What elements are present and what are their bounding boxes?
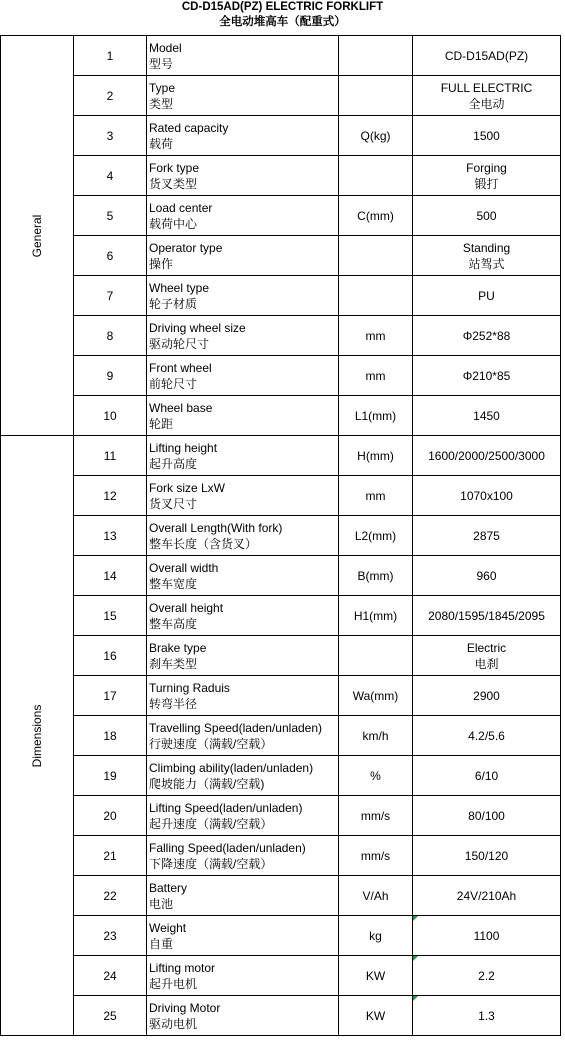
table-row [1,596,561,636]
parameter-value-text: 1070x100 [460,488,513,503]
parameter-value-text-zh: 全电动 [468,96,505,111]
parameter-name-zh: 整车宽度 [149,576,198,591]
parameter-unit: H1(mm) [339,596,413,636]
parameter-name [147,676,339,716]
table-row [1,196,561,236]
parameter-unit [339,156,413,196]
parameter-name-en: Turning Raduis [149,680,230,695]
parameter-name-en: Lifting motor [149,960,216,975]
row-number: 24 [74,956,147,996]
parameter-name [147,636,339,676]
parameter-name-en: Wheel type [149,280,210,295]
parameter-value [413,316,561,356]
parameter-name-zh: 起升速度（满载/空载） [149,816,273,831]
parameter-value [413,876,561,916]
parameter-name-en: Overall height [149,600,224,615]
parameter-value-text: 6/10 [474,768,499,783]
parameter-name-en: Wheel base [149,400,213,415]
parameter-name [147,796,339,836]
table-row [1,76,561,116]
table-row [1,116,561,156]
parameter-value [413,476,561,516]
parameter-name-zh: 驱动电机 [149,1016,198,1031]
parameter-unit: KW [339,956,413,996]
parameter-unit: L2(mm) [339,516,413,556]
parameter-unit: H(mm) [339,436,413,476]
parameter-value [413,916,561,956]
table-row [1,276,561,316]
row-number: 17 [74,676,147,716]
parameter-unit: km/h [339,716,413,756]
table-row [1,836,561,876]
parameter-name-zh: 载荷 [149,136,174,151]
parameter-name-zh: 爬坡能力（满载/空载) [149,776,265,791]
spec-table [0,35,561,1036]
parameter-value [413,76,561,116]
parameter-unit: mm/s [339,836,413,876]
parameter-name-en: Overall width [149,560,219,575]
parameter-unit: Wa(mm) [339,676,413,716]
table-row [1,476,561,516]
parameter-name-en: Driving wheel size [149,320,246,335]
parameter-unit: KW [339,996,413,1036]
table-row [1,516,561,556]
parameter-value-text: 24V/210Ah [456,888,517,903]
parameter-value [413,276,561,316]
table-row [1,636,561,676]
parameter-name [147,116,339,156]
parameter-value-text: 1500 [473,128,500,143]
row-number: 23 [74,916,147,956]
row-number: 16 [74,636,147,676]
parameter-name-en: Front wheel [149,360,212,375]
parameter-name-en: Fork type [149,160,200,175]
table-row [1,236,561,276]
table-row [1,956,561,996]
row-number: 4 [74,156,147,196]
parameter-unit: mm [339,316,413,356]
parameter-name-en: Operator type [149,240,223,255]
table-row [1,756,561,796]
parameter-name [147,436,339,476]
table-row [1,796,561,836]
parameter-name-zh: 货叉尺寸 [149,496,198,511]
parameter-value-text: 960 [476,568,497,583]
table-row [1,996,561,1036]
cell-marker-icon [413,996,418,1001]
parameter-value-text: 500 [476,208,497,223]
parameter-value-text: FULL ELECTRIC [440,80,533,95]
parameter-name-zh: 货叉类型 [149,176,198,191]
parameter-value-text: 150/120 [464,848,509,863]
parameter-unit: V/Ah [339,876,413,916]
parameter-name [147,316,339,356]
parameter-name-zh: 刹车类型 [149,656,198,671]
parameter-value [413,716,561,756]
parameter-value-text: Φ252*88 [462,328,511,343]
parameter-name-en: Fork size LxW [149,480,226,495]
row-number: 3 [74,116,147,156]
parameter-name-en: Weight [149,920,187,935]
parameter-value-text: 2080/1595/1845/2095 [428,608,545,623]
parameter-unit: mm [339,476,413,516]
row-number: 13 [74,516,147,556]
parameter-value-text: 80/100 [468,808,505,823]
row-number: 22 [74,876,147,916]
table-row [1,716,561,756]
parameter-value [413,356,561,396]
group-cell [1,436,74,1036]
parameter-name [147,276,339,316]
parameter-name-zh: 行驶速度（满载/空载） [149,736,273,751]
parameter-name [147,76,339,116]
table-row [1,436,561,476]
sheet-title [0,0,565,34]
parameter-value [413,436,561,476]
title-english: CD-D15AD(PZ) ELECTRIC FORKLIFT [181,1,384,13]
parameter-unit: % [339,756,413,796]
parameter-value-text: 2900 [473,688,500,703]
parameter-name-en: Model [149,40,182,55]
row-number: 12 [74,476,147,516]
parameter-name-en: Load center [149,200,213,215]
parameter-name-zh: 型号 [149,56,174,71]
group-label: Dimensions [30,704,44,767]
parameter-name-zh: 整车高度 [149,616,198,631]
table-row [1,156,561,196]
parameter-name-en: Lifting height [149,440,218,455]
table-row [1,396,561,436]
parameter-value-text: CD-D15AD(PZ) [444,48,529,63]
parameter-name-en: Rated capacity [149,120,229,135]
table-row [1,316,561,356]
parameter-name [147,356,339,396]
row-number: 25 [74,996,147,1036]
parameter-name [147,476,339,516]
row-number: 11 [74,436,147,476]
row-number: 19 [74,756,147,796]
row-number: 21 [74,836,147,876]
parameter-name-zh: 转弯半径 [149,696,198,711]
row-number: 15 [74,596,147,636]
parameter-value-text: 1450 [473,408,500,423]
parameter-unit: L1(mm) [339,396,413,436]
parameter-value [413,236,561,276]
parameter-name [147,916,339,956]
parameter-name-en: Falling Speed(laden/unladen) [149,840,306,855]
title-chinese: 全电动堆高车（配重式） [219,16,346,28]
parameter-name [147,956,339,996]
row-number: 20 [74,796,147,836]
table-row [1,676,561,716]
parameter-name-en: Battery [149,880,188,895]
parameter-unit [339,236,413,276]
row-number: 10 [74,396,147,436]
parameter-value-text: Standing [462,240,511,255]
parameter-value [413,636,561,676]
parameter-name-zh: 自重 [149,936,174,951]
parameter-name-zh: 前轮尺寸 [149,376,198,391]
parameter-value [413,156,561,196]
parameter-name-en: Brake type [149,640,207,655]
parameter-value-text: Electric [466,640,507,655]
parameter-name [147,516,339,556]
group-cell [1,36,74,436]
parameter-name [147,36,339,76]
parameter-value-text: PU [478,288,495,303]
parameter-name [147,236,339,276]
parameter-name-en: Travelling Speed(laden/unladen) [149,720,323,735]
parameter-name-zh: 操作 [149,256,174,271]
parameter-name-zh: 电池 [149,896,174,911]
parameter-unit: C(mm) [339,196,413,236]
parameter-unit [339,36,413,76]
row-number: 9 [74,356,147,396]
parameter-name-en: Climbing ability(laden/unladen) [149,760,314,775]
parameter-name-en: Lifting Speed(laden/unladen) [149,800,303,815]
row-number: 6 [74,236,147,276]
parameter-value-text: 1100 [473,928,500,943]
parameter-value-text-zh: 电刹 [474,656,499,671]
parameter-value [413,196,561,236]
parameter-name-en: Driving Motor [149,1000,221,1015]
parameter-name-zh: 轮距 [149,416,174,431]
parameter-value [413,596,561,636]
parameter-value-text: Φ210*85 [462,368,511,383]
parameter-unit: mm [339,356,413,396]
parameter-value [413,516,561,556]
parameter-name [147,996,339,1036]
parameter-value [413,836,561,876]
parameter-name-zh: 载荷中心 [149,216,198,231]
parameter-name [147,836,339,876]
cell-marker-icon [413,956,418,961]
parameter-value [413,396,561,436]
parameter-value [413,996,561,1036]
parameter-name [147,196,339,236]
parameter-name-zh: 整车长度（含货叉） [149,536,258,551]
parameter-value-text: 1.3 [478,1008,495,1023]
row-number: 1 [74,36,147,76]
table-row [1,916,561,956]
table-row [1,36,561,76]
parameter-value-text-zh: 站驾式 [468,256,505,271]
parameter-name [147,596,339,636]
parameter-value [413,956,561,996]
parameter-value-text: 1600/2000/2500/3000 [428,448,545,463]
parameter-name [147,396,339,436]
parameter-name-zh: 下降速度（满载/空载） [149,856,273,871]
parameter-name [147,716,339,756]
row-number: 5 [74,196,147,236]
parameter-name-zh: 起升电机 [149,976,198,991]
parameter-name [147,156,339,196]
parameter-name [147,556,339,596]
parameter-unit: Q(kg) [339,116,413,156]
parameter-name-en: Overall Length(With fork) [149,520,283,535]
parameter-value [413,796,561,836]
table-row [1,876,561,916]
parameter-name-zh: 类型 [149,96,174,111]
row-number: 7 [74,276,147,316]
parameter-name-en: Type [149,80,176,95]
parameter-unit [339,276,413,316]
parameter-unit [339,76,413,116]
parameter-value-text: Forging [466,160,507,175]
parameter-value [413,116,561,156]
row-number: 8 [74,316,147,356]
row-number: 14 [74,556,147,596]
parameter-unit [339,636,413,676]
parameter-value [413,676,561,716]
parameter-value [413,36,561,76]
parameter-value-text: 2875 [473,528,500,543]
parameter-name [147,876,339,916]
parameter-value-text-zh: 锻打 [474,176,499,191]
table-row [1,556,561,596]
table-row [1,356,561,396]
row-number: 18 [74,716,147,756]
cell-marker-icon [413,916,418,921]
row-number: 2 [74,76,147,116]
parameter-unit: kg [339,916,413,956]
parameter-name-zh: 起升高度 [149,456,198,471]
parameter-value-text: 4.2/5.6 [468,728,505,743]
spec-table-body [1,36,561,1036]
parameter-value [413,556,561,596]
group-label: General [30,214,44,257]
parameter-name-zh: 轮子材质 [149,296,198,311]
parameter-name-zh: 驱动轮尺寸 [149,336,210,351]
parameter-value-text: 2.2 [478,968,495,983]
parameter-value [413,756,561,796]
parameter-name [147,756,339,796]
parameter-unit: mm/s [339,796,413,836]
parameter-unit: B(mm) [339,556,413,596]
